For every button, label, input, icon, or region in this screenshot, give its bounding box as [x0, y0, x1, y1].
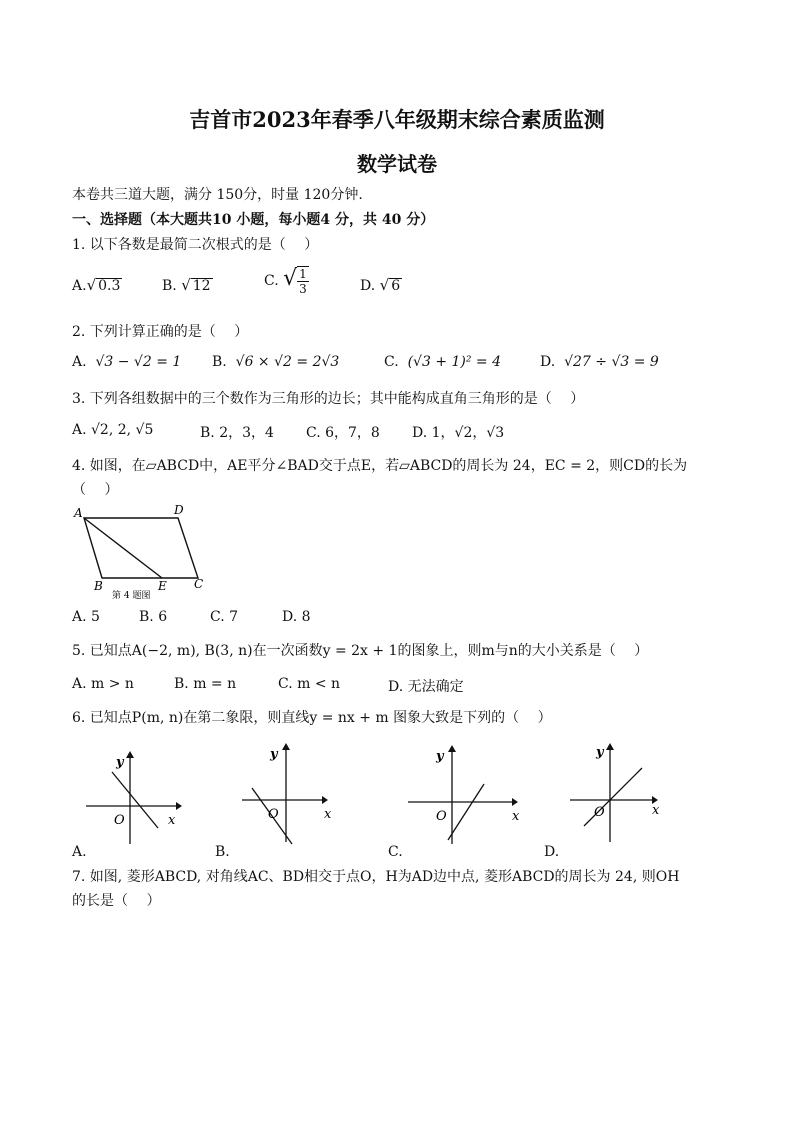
parallelogram-abcd: [84, 518, 198, 578]
y-arrow: [282, 743, 290, 750]
y-arrow: [448, 745, 456, 752]
q6-option-b: B.: [215, 844, 230, 860]
question-2-stem: 2. 下列计算正确的是（ ）: [72, 324, 249, 340]
q3-option-c: C. 6，7，8: [306, 425, 380, 441]
q4-option-a: A. 5: [72, 609, 100, 625]
origin-label: O: [114, 813, 125, 828]
y-arrow: [126, 751, 134, 758]
q4-option-b: B. 6: [139, 609, 168, 625]
label-c: C: [194, 577, 204, 591]
figure-caption: 第 4 题图: [112, 591, 151, 601]
question-4-stem-cont: （ ）: [72, 482, 119, 498]
q5-option-d: D. 无法确定: [388, 679, 464, 695]
q6-option-d: D.: [544, 844, 560, 860]
graph-a: [82, 748, 186, 848]
q1-option-c: C. √ $\frac{1}{3}$: [264, 266, 307, 296]
q2-option-b: B. √6 × √2 = 2√3: [212, 354, 340, 370]
graph-c: [404, 740, 528, 848]
label-a: A: [74, 506, 83, 520]
question-3-stem: 3. 下列各组数据中的三个数作为三角形的边长；其中能构成直角三角形的是（ ）: [72, 391, 585, 407]
q3-option-a: A. √2, 2, √5: [72, 422, 154, 438]
q3-option-d: D. 1，√2，√3: [412, 425, 505, 441]
x-arrow: [512, 798, 518, 806]
label-e: E: [158, 579, 167, 593]
graph-b: [238, 738, 342, 848]
y-label: y: [270, 747, 278, 762]
x-label: x: [168, 813, 176, 828]
y-label: y: [596, 745, 604, 760]
q2-option-d: D. √27 ÷ √3 = 9: [540, 354, 659, 370]
question-7-stem-cont: 的长是（ ）: [72, 893, 161, 909]
q5-option-a: A. m > n: [72, 676, 134, 692]
exam-title: 吉首市2023年春季八年级期末综合素质监测: [189, 107, 605, 132]
y-label: y: [436, 749, 444, 764]
question-6-stem: 6. 已知点P(m, n)在第二象限，则直线y = nx + m 图象大致是下列的（ ）: [72, 710, 552, 726]
segment-ae: [84, 518, 162, 578]
exam-intro: 本卷共三道大题，满分 150分，时量 120分钟.: [72, 187, 363, 203]
q3-option-b: B. 2，3，4: [200, 425, 274, 441]
q6-option-a: A.: [72, 844, 87, 860]
q4-option-c: C. 7: [210, 609, 239, 625]
x-label: x: [324, 807, 332, 822]
q1-option-d: D. √ 6: [360, 276, 401, 294]
question-5-stem: 5. 已知点A(−2, m), B(3, n)在一次函数y = 2x + 1的图象上，则m与n的大小关系是（ ）: [72, 643, 649, 659]
origin-label: O: [594, 805, 605, 820]
y-arrow: [606, 743, 614, 750]
exam-subtitle: 数学试卷: [357, 152, 437, 176]
origin-label: O: [436, 809, 447, 824]
question-4-stem: 4. 如图，在▱ABCD中，AE平分∠BAD交于点E，若▱ABCD的周长为 24，EC = 2，则CD的长为: [72, 458, 688, 474]
q4-option-d: D. 8: [282, 609, 311, 625]
graph-line: [448, 784, 484, 840]
origin-label: O: [268, 807, 279, 822]
graph-line: [584, 768, 642, 826]
question-7-stem: 7. 如图, 菱形ABCD, 对角线AC、BD相交于点O，H为AD边中点, 菱形ABCD的周长为 24, 则OH: [72, 869, 680, 885]
y-label: y: [116, 755, 124, 770]
x-label: x: [652, 803, 660, 818]
label-d: D: [174, 503, 184, 517]
q2-option-c: C. (√3 + 1)² = 4: [384, 354, 502, 370]
label-b: B: [94, 579, 103, 593]
parallelogram-figure: [70, 500, 220, 606]
x-arrow: [322, 796, 328, 804]
q5-option-c: C. m < n: [278, 676, 341, 692]
q1-option-a: A.√ 0.3: [72, 276, 121, 294]
q5-option-b: B. m = n: [174, 676, 237, 692]
q6-option-c: C.: [388, 844, 403, 860]
graph-d: [566, 738, 670, 848]
q1-option-b: B. √ 12: [162, 276, 211, 294]
x-label: x: [512, 809, 520, 824]
q2-option-a: A. √3 − √2 = 1: [72, 354, 182, 370]
x-arrow: [176, 802, 182, 810]
question-1-stem: 1. 以下各数是最简二次根式的是（ ）: [72, 237, 319, 253]
section-heading: 一、选择题（本大题共10 小题，每小题4 分，共 40 分）: [72, 212, 435, 228]
